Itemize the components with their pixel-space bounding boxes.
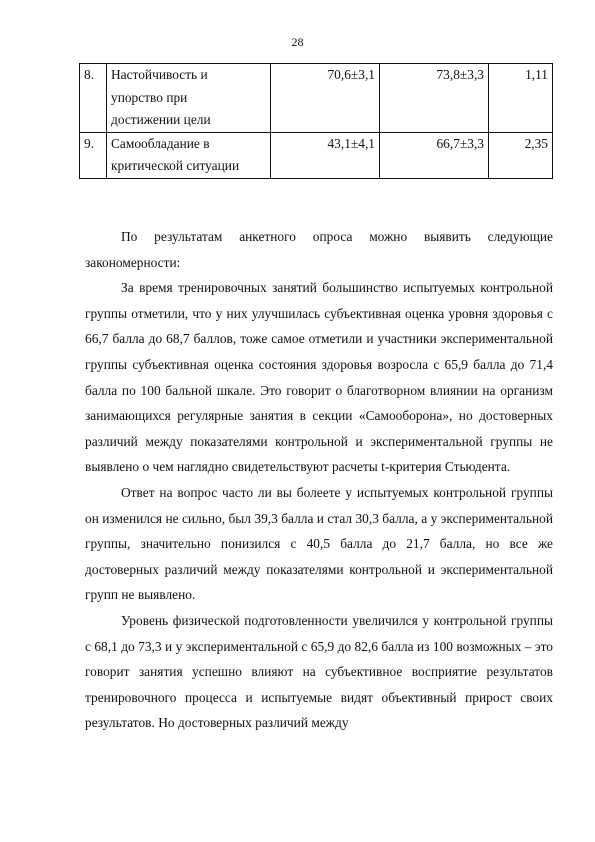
indicator-name-line: Настойчивость и [111,67,208,82]
page-number: 28 [291,35,304,49]
row-number: 8. [80,64,107,133]
indicator-name [107,64,271,133]
paragraph: По результатам анкетного опроса можно выявить следующие закономерности: [85,229,553,270]
indicator-name-line: Самообладание в [111,135,210,151]
body-text [85,224,553,736]
control-group-value: 70,6±3,1 [271,64,380,133]
paragraph: Ответ на вопрос часто ли вы болеете у испытуемых контрольной группы он изменился не сильно, был 39,3 балла и стал 30,3 балла, а у экспериментальной группы, значительно понизился с 40,5 балла до 21,7 балла, но все же достоверных различий между показателями контрольной и экспериментальной групп не выявлено. [85,484,553,603]
row-number: 9. [80,132,107,178]
indicator-name-line: упорство при [111,89,188,105]
table-row [80,132,553,178]
t-criterion-value: 1,11 [489,64,553,133]
experimental-group-value: 73,8±3,3 [380,64,489,133]
control-group-value: 43,1±4,1 [271,132,380,178]
indicator-name [107,132,271,178]
table-row [80,64,553,133]
paragraph: За время тренировочных занятий большинство испытуемых контрольной группы отметили, что у них улучшилась субъективная оценка уровня здоровья с 66,7 балла до 68,7 баллов, тоже самое отметили и участники экспериментальной группы субъективная оценка состояния здоровья возросла с 65,9 балла до 71,4 балла по 100 бальной шкале. Это говорит о благотворном влиянии на организм занимающихся регулярные занятия в секции «Самооборона», но достоверных различий между показателями контрольной и экспериментальной группы не выявлено о чем наглядно свидетельствуют расчеты t-критерия Стьюдента. [85,280,553,475]
results-table [79,63,553,179]
indicator-name-line: достижении цели [111,112,211,127]
experimental-group-value: 66,7±3,3 [380,132,489,178]
indicator-name-line: критической ситуации [111,158,240,173]
paragraph: Уровень физической подготовленности увеличился у контрольной группы с 68,1 до 73,3 и у экспериментальной с 65,9 до 82,6 балла из 100 возможных – это говорит занятия успешно влияют на субъективное восприятие результатов тренировочного процесса и испытуемые видят объективный прирост своих результатов. Но достоверных различий между [85,612,553,731]
t-criterion-value: 2,35 [489,132,553,178]
